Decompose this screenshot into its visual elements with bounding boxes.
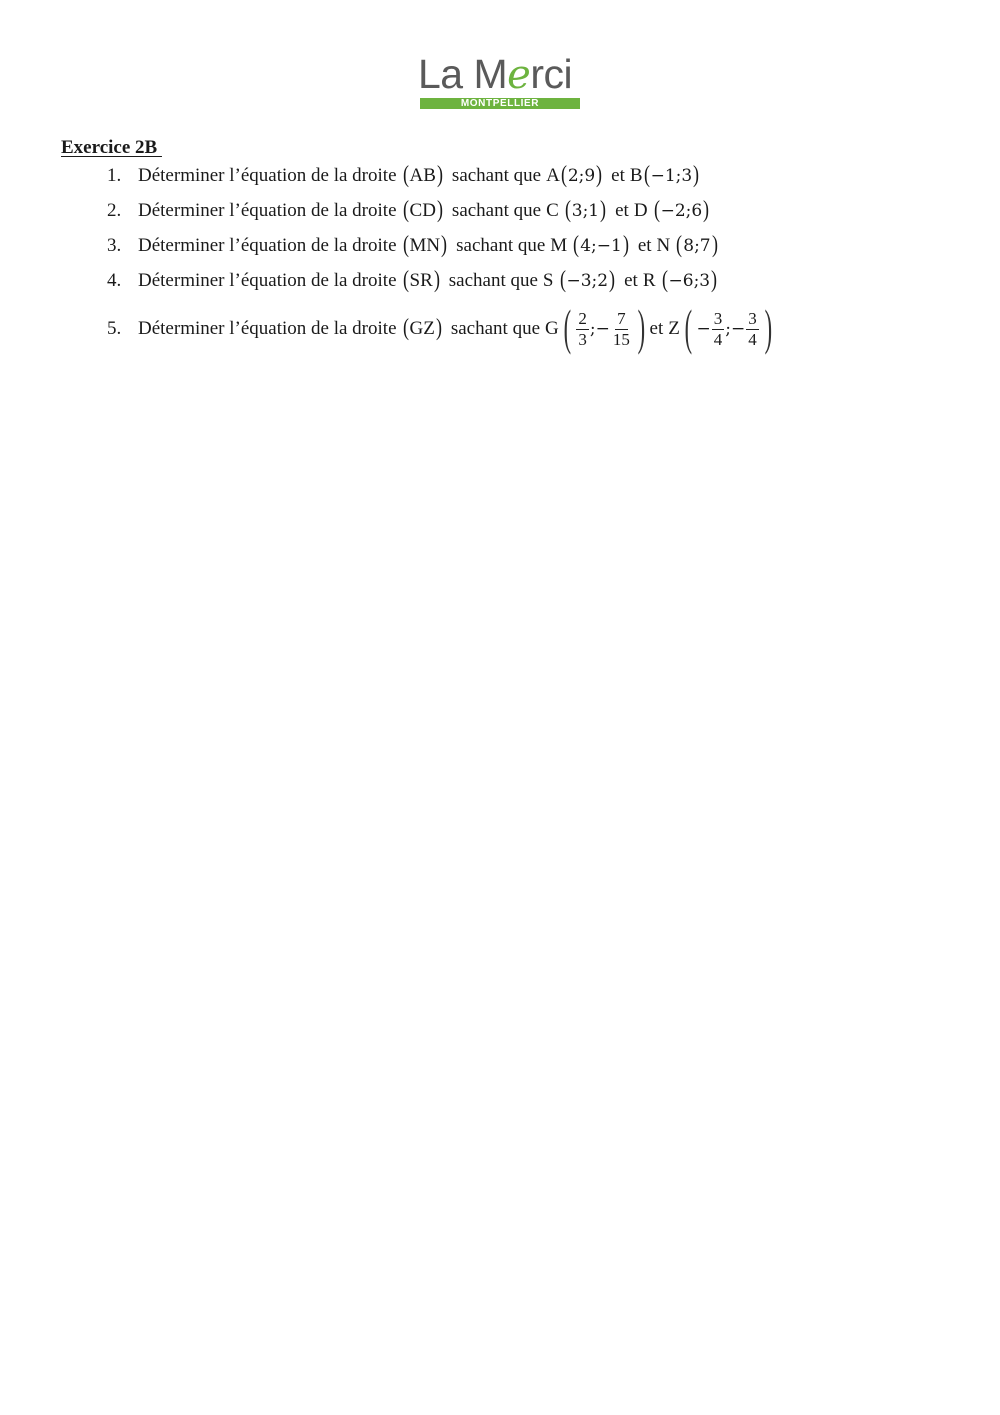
point-2-x-fraction	[712, 310, 725, 349]
exercise-item: 4. Déterminer l’équation de la droite ( SR ) sachant que S ( −3;2 ) et R ( −6;3 )	[107, 266, 718, 296]
line-name: AB	[409, 165, 436, 186]
point-1-x-fraction	[576, 310, 589, 349]
point-2-name: D	[633, 200, 648, 221]
item-middle: sachant que	[450, 318, 540, 339]
item-statement: Déterminer l’équation de la droite	[138, 200, 397, 221]
point-2-coords: −2;6	[660, 201, 703, 221]
exercise-item: 3. Déterminer l’équation de la droite ( MN ) sachant que M ( 4;−1 ) et N ( 8;7 )	[107, 231, 719, 261]
item-statement: Déterminer l’équation de la droite	[138, 235, 397, 256]
point-2-name: B	[629, 165, 643, 186]
point-2-coords: −6;3	[668, 271, 711, 291]
point-2-name: R	[642, 270, 656, 291]
item-number: 1.	[107, 165, 122, 186]
item-number: 4.	[107, 270, 122, 291]
logo-word-suffix: rci	[530, 51, 573, 97]
point-1-coords: 2;9	[567, 166, 596, 186]
item-conjunction: et	[649, 318, 664, 339]
point-1-name: C	[546, 200, 559, 221]
fraction-denominator: 15	[612, 329, 630, 349]
point-1-name: G	[545, 318, 559, 339]
point-1-y-fraction	[611, 310, 632, 349]
point-2-y-fraction	[746, 310, 759, 349]
fraction-numerator: 3	[713, 308, 723, 328]
line-name: GZ	[409, 318, 435, 339]
item-middle: sachant que	[451, 165, 542, 186]
item-middle: sachant que	[451, 200, 542, 221]
fraction-numerator: 2	[578, 308, 587, 328]
logo-word-e: e	[507, 52, 531, 98]
exercise-item: 5. Déterminer l’équation de la droite ( GZ ) sachant que G ( $\frac{2}{3}$ ;− $\frac{7}{15}$ ) et Z ( − $\frac{3}{4}$ ;− $\frac{3}{4}$ )	[107, 299, 772, 355]
coord-separator: ;−	[589, 319, 610, 339]
item-conjunction: et	[611, 165, 625, 186]
point-2-name: Z	[668, 318, 680, 339]
point-2-name: N	[656, 235, 671, 256]
point-1-coords: 4;−1	[580, 236, 622, 256]
coord-separator: ;−	[725, 319, 746, 339]
line-name: CD	[409, 200, 436, 221]
point-2-coords: −1;3	[650, 166, 693, 186]
fraction-denominator: 3	[578, 329, 587, 349]
item-conjunction: et	[637, 235, 652, 256]
item-middle: sachant que	[448, 270, 538, 291]
fraction-denominator: 4	[713, 329, 723, 349]
item-number: 3.	[107, 235, 122, 256]
logo-wordmark	[418, 51, 573, 98]
fraction-numerator: 7	[617, 308, 626, 328]
line-name: SR	[409, 270, 433, 291]
exercise-item: 2. Déterminer l’équation de la droite ( CD ) sachant que C ( 3;1 ) et D ( −2;6 )	[107, 196, 710, 226]
item-statement: Déterminer l’équation de la droite	[138, 270, 397, 291]
item-statement: Déterminer l’équation de la droite	[138, 318, 397, 339]
logo-band-montpellier: MONTPELLIER	[420, 98, 580, 109]
exercise-title: Exercice 2B	[61, 137, 162, 158]
la-merci-logo	[418, 51, 582, 112]
fraction-denominator: 4	[748, 329, 757, 349]
item-number: 2.	[107, 200, 122, 221]
logo-word-prefix: La M	[418, 51, 508, 97]
point-1-name: S	[542, 270, 554, 291]
item-conjunction: et	[624, 270, 638, 291]
item-number: 5.	[107, 318, 122, 339]
point-2-coords: 8;7	[683, 236, 711, 256]
line-name: MN	[409, 235, 441, 256]
item-conjunction: et	[615, 200, 629, 221]
point-1-name: A	[546, 165, 560, 186]
exercise-item: 1. Déterminer l’équation de la droite ( AB ) sachant que A ( 2;9 ) et B ( −1;3 )	[107, 161, 700, 191]
coord-lead-sign: −	[696, 319, 711, 339]
fraction-numerator: 3	[748, 308, 757, 328]
item-middle: sachant que	[456, 235, 546, 256]
point-1-coords: 3;1	[571, 201, 600, 221]
item-statement: Déterminer l’équation de la droite	[138, 165, 397, 186]
point-1-coords: −3;2	[566, 271, 609, 291]
point-1-name: M	[550, 235, 568, 256]
